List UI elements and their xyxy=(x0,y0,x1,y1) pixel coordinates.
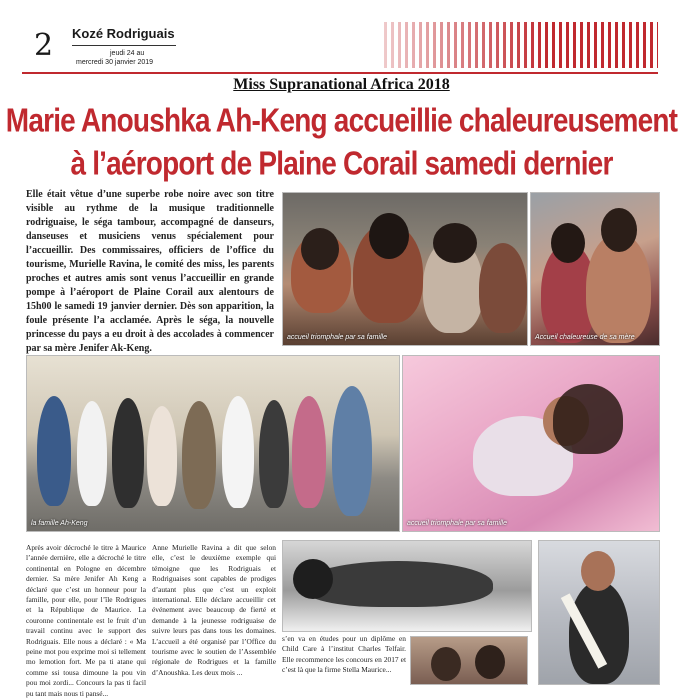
publication-name: Kozé Rodriguais xyxy=(72,26,175,41)
date-line-1: jeudi 24 au xyxy=(110,50,145,57)
photo-caption: accueil triomphale par sa famille xyxy=(407,520,507,527)
photo-caption: Accueil chaleureuse de sa mère xyxy=(535,334,635,341)
photo-small-bottom xyxy=(410,636,528,685)
photo-bw-pose xyxy=(282,540,532,632)
header-stripes xyxy=(384,22,658,68)
page-number: 2 xyxy=(34,28,54,63)
article-intro: Elle était vêtue d’une superbe robe noire avec son titre visible au rythme de la musique traditionnelle rodriguaise, le séga tambour, accompagné de danseurs, danseuses et musiciens venus spécialement pour l’accueillir. Des commissaires, officiers de l’office du tourisme, Murielle Ravina, le comité des miss, les parents proches et autres amis sont venus l’accueillir en grande pompe à l’aéroport de Plaine Corail aux alentours de 15h00 le samedi 19 janvier dernier. Dès son apparition, la foule présente l’a acclamée. Après le séga, la nouvelle princesse du pays a eu droit à des accolades à commencer par sa mère Jenifer Ak-Keng. xyxy=(26,189,274,354)
photo-sash-portrait xyxy=(538,540,660,685)
header-rule xyxy=(22,72,658,74)
photo-mother-hug xyxy=(530,192,660,346)
photo-caption: la famille Ah-Keng xyxy=(31,520,88,527)
photo-airport-welcome xyxy=(282,192,528,346)
headline-line-2: à l’aéroport de Plaine Corail samedi dernier xyxy=(70,145,613,182)
date-line-2: mercredi 30 janvier 2019 xyxy=(76,59,154,66)
article-kicker: Miss Supranational Africa 2018 xyxy=(233,76,450,93)
body-column-3: s’en va en études pour un diplôme en Child Care à l’institut Charles Telfair. Elle recommence les concours en 2017 et c’est là que la firme Stella Maurice... xyxy=(282,634,406,675)
publication-rule xyxy=(72,45,176,46)
body-column-1: Après avoir décroché le titre à Maurice l’année dernière, elle a décroché le titre continental en Pologne en décembre dernier. Sa mère Jenifer Ah Keng a déclaré que c’est un honneur pour la famille, pour elle, pour l’île Rodrigues et la République de Maurice. La couronne continentale est le fruit d’un travail continu avec le support des Rodriguais. Elle nous a déclaré : « Ma peine mot pou exprime moi si tellement mo lemotion fort. Me pa ti atane qui comme ssi tousa dimoune la pou vin pou moi zordi... Concours la pas ti facil pu tant mais nous ti pansé... xyxy=(26,543,146,698)
photo-family-group xyxy=(26,355,400,532)
headline-line-1: Marie Anoushka Ah-Keng accueillie chaleureusement xyxy=(5,102,678,139)
photo-pink-portrait xyxy=(402,355,660,532)
body-column-2: Anne Murielle Ravina a dit que selon elle, c’est le deuxième exemple qui témoigne que les Rodriguais et Rodriguaises sont capables de prodiges d’autant plus que c’est un exploit international. Elle déclare accueillir cet événement avec beaucoup de fierté et demande à la jeunesse rodriguaise de suivre leurs pas dans tous les domaines. L’accueil a été organisé par l’Office du tourisme avec le soutien de l’Assemblée régionale de Rodrigues et la famille d’Anoushka. Les deux mois ... xyxy=(152,543,276,677)
photo-caption: accueil triomphale par sa famille xyxy=(287,334,387,341)
